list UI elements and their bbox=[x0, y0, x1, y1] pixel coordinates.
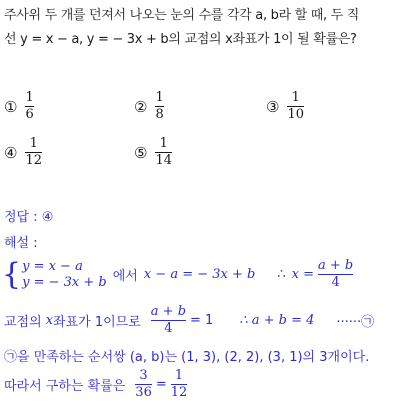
step-4-fraction-1 bbox=[135, 368, 152, 401]
answer-value: ④ bbox=[41, 210, 54, 225]
step-2-denominator: 4 bbox=[164, 321, 173, 336]
option-4-numerator: 1 bbox=[29, 136, 38, 151]
option-5-denominator: 14 bbox=[155, 153, 172, 168]
step-1-connector: 에서 bbox=[112, 269, 138, 284]
explanation-step-4 bbox=[4, 368, 187, 401]
option-3-mark: ③ bbox=[266, 97, 280, 116]
option-3[interactable] bbox=[266, 90, 304, 123]
step-4-numerator-1: 3 bbox=[139, 368, 148, 383]
step-2-numerator: a + b bbox=[150, 304, 187, 319]
option-1-mark: ① bbox=[4, 97, 18, 116]
step-2-rhs: = 1 bbox=[190, 313, 214, 328]
step-4-prefix: 따라서 구하는 확률은 bbox=[4, 379, 126, 394]
step-1-equation: x − a = − 3x + b bbox=[143, 267, 256, 282]
brace-symbol: { bbox=[2, 256, 22, 292]
option-3-fraction bbox=[287, 90, 304, 123]
option-2-fraction bbox=[155, 90, 163, 123]
system-equation-2: y = − 3x + b bbox=[22, 274, 107, 290]
explanation-step-3: ㉠을 만족하는 순서쌍 (a, b)는 (1, 3), (2, 2), (3, 1)의 3개이다. bbox=[4, 350, 370, 365]
option-2-mark: ② bbox=[134, 97, 148, 116]
option-2[interactable] bbox=[134, 90, 164, 123]
system-lines bbox=[22, 259, 107, 291]
option-5-numerator: 1 bbox=[159, 136, 168, 151]
explanation-step-1 bbox=[2, 258, 353, 291]
system-equation-1: y = x − a bbox=[22, 258, 83, 274]
option-1-denominator: 6 bbox=[25, 107, 34, 122]
step-4-denominator-2: 12 bbox=[170, 385, 188, 400]
step-4-fraction-2 bbox=[171, 368, 188, 401]
option-5[interactable] bbox=[134, 136, 172, 169]
explanation-label: 해설 : bbox=[4, 236, 38, 251]
question-line-1: 주사위 두 개를 던져서 나오는 눈의 수를 각각 a, b라 할 때, 두 직 bbox=[4, 8, 360, 23]
question-line-2: 선 y = x − a, y = − 3x + b의 교점의 x좌표가 1이 될 확률은? bbox=[4, 32, 357, 47]
option-1-fraction bbox=[25, 90, 33, 123]
therefore-symbol: ∴ bbox=[277, 267, 286, 282]
option-3-numerator: 1 bbox=[291, 90, 300, 105]
step-1-fraction bbox=[318, 258, 353, 291]
option-5-mark: ⑤ bbox=[134, 143, 148, 162]
step-2-text: 좌표가 1이므로 bbox=[53, 315, 141, 330]
option-2-denominator: 8 bbox=[155, 107, 164, 122]
option-4-fraction bbox=[25, 136, 42, 169]
step-2-fraction bbox=[151, 304, 186, 337]
answer-label: 정답 : bbox=[4, 210, 38, 225]
equation-system bbox=[2, 256, 107, 292]
option-1[interactable] bbox=[4, 90, 34, 123]
step-2-variable: x bbox=[45, 313, 54, 328]
option-4-mark: ④ bbox=[4, 143, 18, 162]
step-4-denominator-1: 36 bbox=[135, 385, 152, 400]
step-2-result: ∴ a + b = 4 bbox=[239, 313, 315, 328]
answer-line bbox=[4, 206, 53, 225]
option-4[interactable] bbox=[4, 136, 42, 169]
option-1-numerator: 1 bbox=[25, 90, 34, 105]
option-3-denominator: 10 bbox=[287, 107, 304, 122]
step-2-tag: ······㉠ bbox=[336, 315, 375, 330]
step-2-prefix: 교점의 bbox=[4, 315, 42, 330]
option-4-denominator: 12 bbox=[25, 153, 42, 168]
option-5-fraction bbox=[155, 136, 172, 169]
step-1-result: x = bbox=[291, 267, 314, 282]
explanation-step-2 bbox=[4, 304, 374, 337]
step-1-numerator: a + b bbox=[317, 258, 354, 273]
step-4-numerator-2: 1 bbox=[174, 368, 184, 383]
step-4-equals: = bbox=[155, 377, 167, 392]
step-1-denominator: 4 bbox=[331, 275, 340, 290]
option-2-numerator: 1 bbox=[155, 90, 164, 105]
